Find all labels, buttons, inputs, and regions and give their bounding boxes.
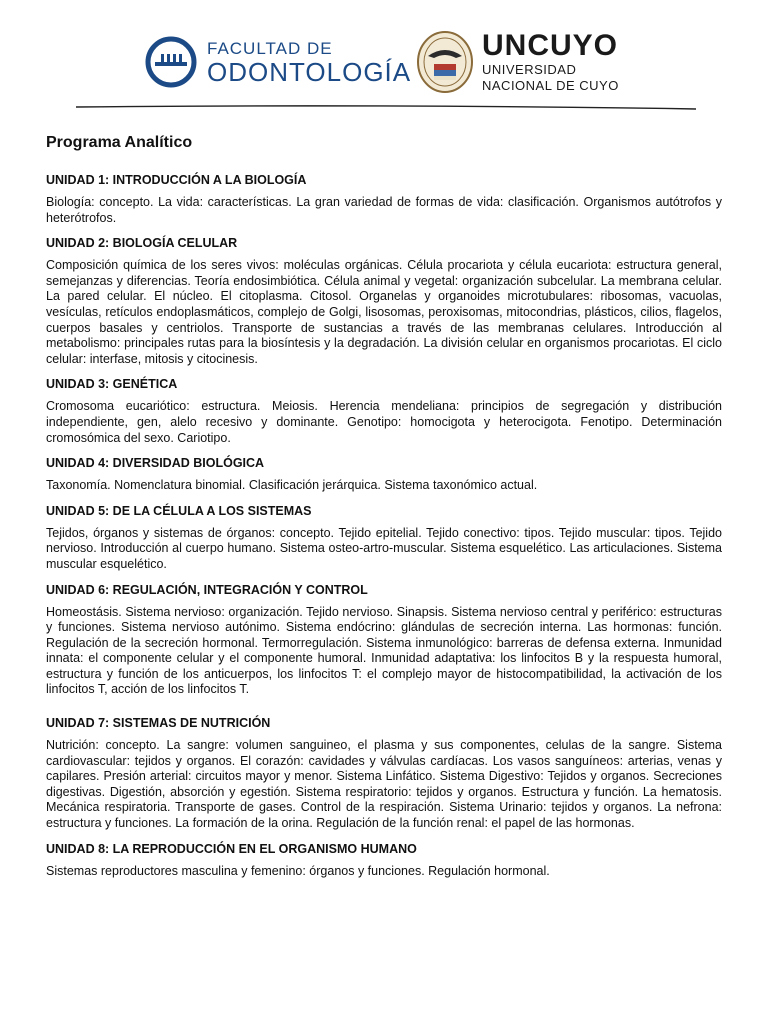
unit-body: Tejidos, órganos y sistemas de órganos: concepto. Tejido epitelial. Tejido conectivo: tipos. Tejido muscular: tipos. Tejido nervioso. Introducción al cuerpo humano. Sistema osteo-artro-muscular. Sistema esquelético. Las articulaciones. Sistema muscular esquelético. [46,525,722,571]
university-title: UNCUYO [482,29,619,62]
page-title: Programa Analítico [46,134,193,151]
unit-section [46,235,722,367]
unit-body: Biología: concepto. La vida: características. La gran variedad de formas de vida: clasificación. Organismos autótrofos y heterótrofos. [46,195,722,225]
faculty-name-line1: FACULTAD DE [207,39,333,58]
unit-body: Homeostásis. Sistema nervioso: organización. Tejido nervioso. Sinapsis. Sistema nervioso central y periférico: estructuras y funciones. Sistema nervioso autónimo. Sistema endócrino: glándulas de secreción interna. Las hormonas: función. Regulación de la secreción hormonal. Termorregulación. Sistema inmunológico: barreras de defensa externa. Inmunidad innata: el componente celular y el componente humoral. Inmunidad adaptativa: los linfocitos B y la respuesta humoral, estructura y función de los anticuerpos, los linfocitos T: el complejo mayor de histocompatibilidad, la activación de los linfocitos T, acción de los linfocitos T. [46,604,722,697]
university-subtitle-line1: UNIVERSIDAD [482,62,577,77]
unit-section [46,172,722,226]
unit-section [46,455,722,494]
university-logo [416,30,636,100]
university-subtitle-line2: NACIONAL DE CUYO [482,78,619,93]
unit-heading: UNIDAD 7: SISTEMAS DE NUTRICIÓN [46,716,271,731]
faculty-name-line2: ODONTOLOGÍA [207,57,412,87]
page-header [0,0,768,115]
unit-heading: UNIDAD 5: DE LA CÉLULA A LOS SISTEMAS [46,503,312,518]
unit-body: Nutrición: concepto. La sangre: volumen sanguineo, el plasma y sus componentes, celulas de la sangre. Sistema cardiovascular: tejidos y organos. El corazón: cavidades y válvulas cardíacas. Los vasos sanguíneos: arterias, venas y capilares. Presión arterial: circuitos mayor y menor. Sistema Linfático. Sistema Digestivo: Tejidos y organos. Secreciones digestivas. Digestión, absorción y egestión. Sistema respiratorio: tejidos y organos. Estructura y función. La hematosis. Mecánica respiratoria. Transporte de gases. Control de la respiración. Sistema Urinario: tejidos y organos. La nefrona: estructura y funciones. La formación de la orina. Regulación de la función renal: el papel de las hormonas. [46,738,722,831]
unit-heading: UNIDAD 6: REGULACIÓN, INTEGRACIÓN Y CONTROL [46,582,368,597]
unit-section [46,715,722,832]
unit-heading: UNIDAD 3: GENÉTICA [46,377,178,392]
unit-heading: UNIDAD 2: BIOLOGÍA CELULAR [46,236,238,251]
university-seal-icon [416,30,474,94]
document-body [46,132,722,888]
unit-heading: UNIDAD 1: INTRODUCCIÓN A LA BIOLOGÍA [46,173,307,187]
faculty-name [207,40,411,86]
faculty-emblem-icon [145,36,197,88]
unit-section [46,376,722,446]
university-name [482,30,619,94]
unit-section [46,582,722,699]
unit-body: Taxonomía. Nomenclatura binomial. Clasificación jerárquica. Sistema taxonómico actual. [46,478,538,493]
unit-section [46,841,722,880]
unit-heading: UNIDAD 8: LA REPRODUCCIÓN EN EL ORGANISMO HUMANO [46,841,417,856]
unit-heading: UNIDAD 4: DIVERSIDAD BIOLÓGICA [46,456,265,471]
header-divider [76,103,696,111]
faculty-logo [145,36,412,92]
unit-body: Sistemas reproductores masculina y femenino: órganos y funciones. Regulación hormonal. [46,863,550,878]
unit-body: Composición química de los seres vivos: moléculas orgánicas. Célula procariota y célula eucariota: estructura general, semejanzas y diferencias. Teoría endosimbiótica. Célula animal y vegetal: organización subcelular. La membrana celular. La pared celular. El núcleo. El citoplasma. Citosol. Organelas y organoides microtubulares: ribosomas, vacuolas, vesículas, retículos endoplasmáticos, complejo de Golgi, lisosomas, peroxisomas, mitocondrias, plásticos, cilios, flagelos, cuerpos basales y centriolos. Transporte de sustancias a través de las membranas celulares. Introducción al metabolismo: principales rutas para la biosíntesis y la degradación. La división celular en organismos procariotas. El ciclo celular: interfase, mitosis y citocinesis. [46,258,722,366]
unit-section [46,503,722,573]
unit-body: Cromosoma eucariótico: estructura. Meiosis. Herencia mendeliana: principios de segregación y distribución independiente, gen, alelo recesivo y dominante. Genotipo: homocigota y heterocigota. Fenotipo. Determinación cromosómica del sexo. Cariotipo. [46,399,722,445]
